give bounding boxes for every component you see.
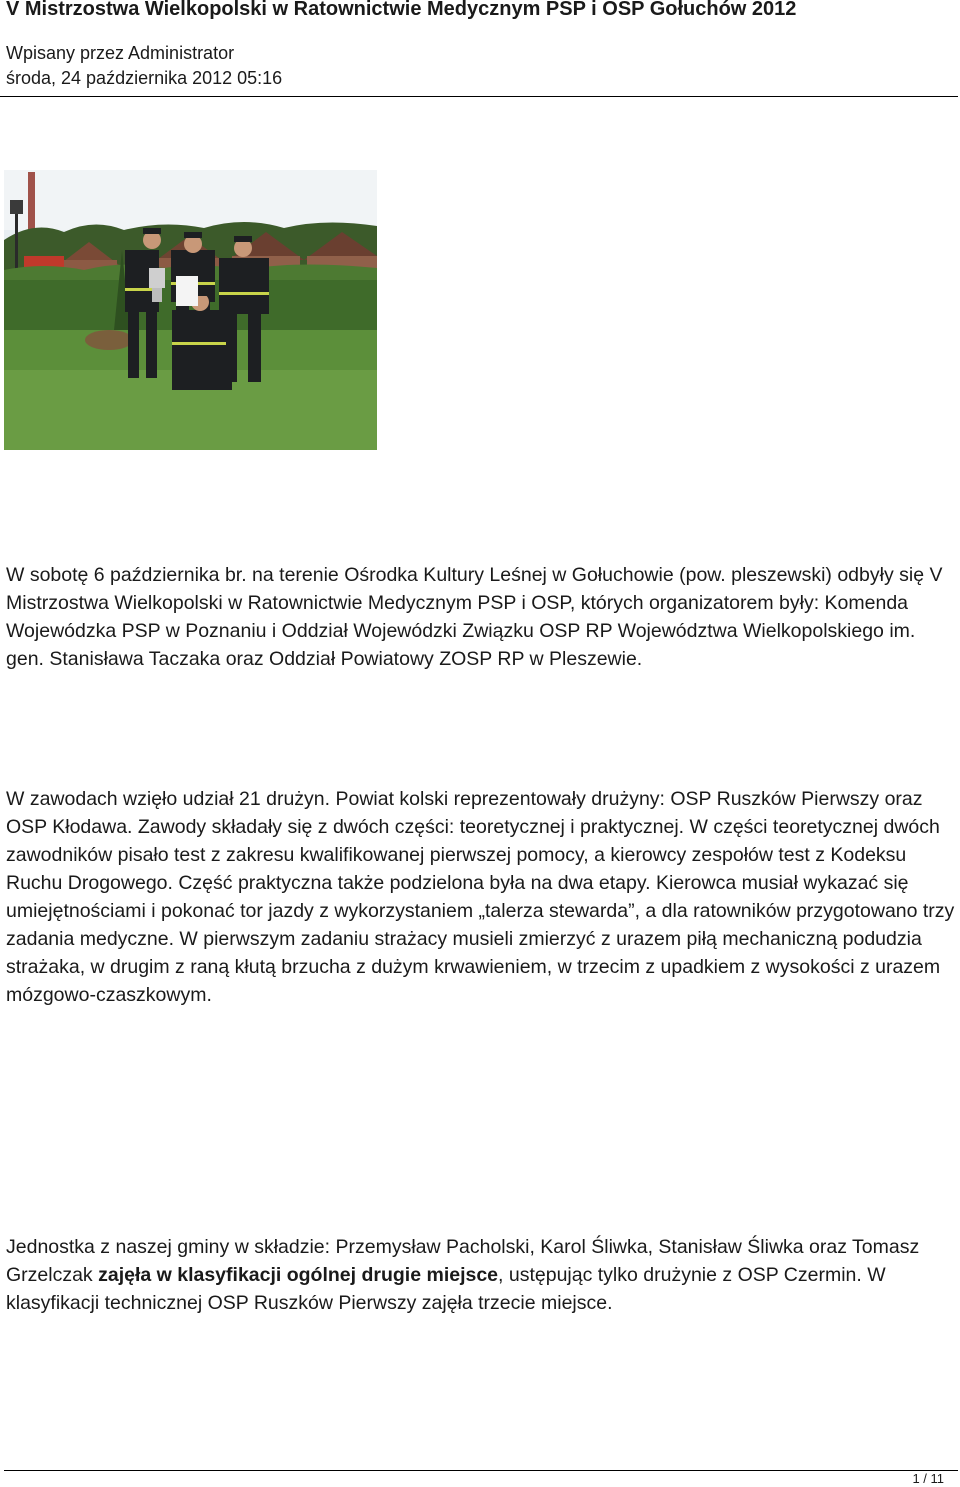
article-title: V Mistrzostwa Wielkopolski w Ratownictwie Medycznym PSP i OSP Gołuchów 2012 — [6, 0, 797, 20]
article-author: Wpisany przez Administrator — [6, 43, 235, 63]
result-text-end: , ustępując tylko drużynie z OSP Czermin. W klasyfikacji technicznej OSP Ruszków Pierwszy zajęła trzecie miejsce. — [6, 1264, 886, 1314]
result-highlight: zajęła w klasyfikacji ogólnej drugie miejsce — [98, 1264, 499, 1286]
page-header — [0, 0, 958, 97]
page-number: 1 / 11 — [912, 1471, 944, 1486]
paragraph-result — [6, 1233, 956, 1317]
footer-divider — [4, 1470, 958, 1471]
article-date: środa, 24 października 2012 05:16 — [6, 68, 283, 88]
team-photo — [4, 170, 377, 450]
paragraph-intro: W sobotę 6 października br. na terenie Ośrodka Kultury Leśnej w Gołuchowie (pow. pleszewski) odbyły się V Mistrzostwa Wielkopolski w Ratownictwie Medycznym PSP i OSP, których organizatorem były: Komenda Wojewódzka PSP w Poznaniu i Oddział Wojewódzki Związku OSP RP Województwa Wielkopolskiego im. gen. Stanisława Taczaka oraz Oddział Powiatowy ZOSP RP w Pleszewie. — [6, 564, 943, 670]
paragraph-competition: W zawodach wzięło udział 21 drużyn. Powiat kolski reprezentowały drużyny: OSP Ruszków Pierwszy oraz OSP Kłodawa. Zawody składały się z dwóch części: teoretycznej i praktycznej. W części teoretycznej dwóch zawodników pisało test z zakresu kwalifikowanej pierwszej pomocy, a kierowcy zespołów test z Kodeksu Ruchu Drogowego. Część praktyczna także podzielona była na dwa etapy. Kierowca musiał wykazać się umiejętnościami i pokonać tor jazdy z wykorzystaniem „talerza stewarda”, a dla ratowników przygotowano trzy zadania medyczne. W pierwszym zadaniu strażacy musieli zmierzyć z urazem piłą mechaniczną podudzia strażaka, w drugim z raną kłutą brzucha z dużym krwawieniem, w trzecim z upadkiem z wysokości z urazem mózgowo-czaszkowym. — [6, 788, 955, 1006]
result-text-start: Jednostka z naszej gminy w składzie: Przemysław Pacholski, Karol Śliwka, Stanisław Śliwka oraz Tomasz Grzelczak — [6, 1236, 920, 1286]
